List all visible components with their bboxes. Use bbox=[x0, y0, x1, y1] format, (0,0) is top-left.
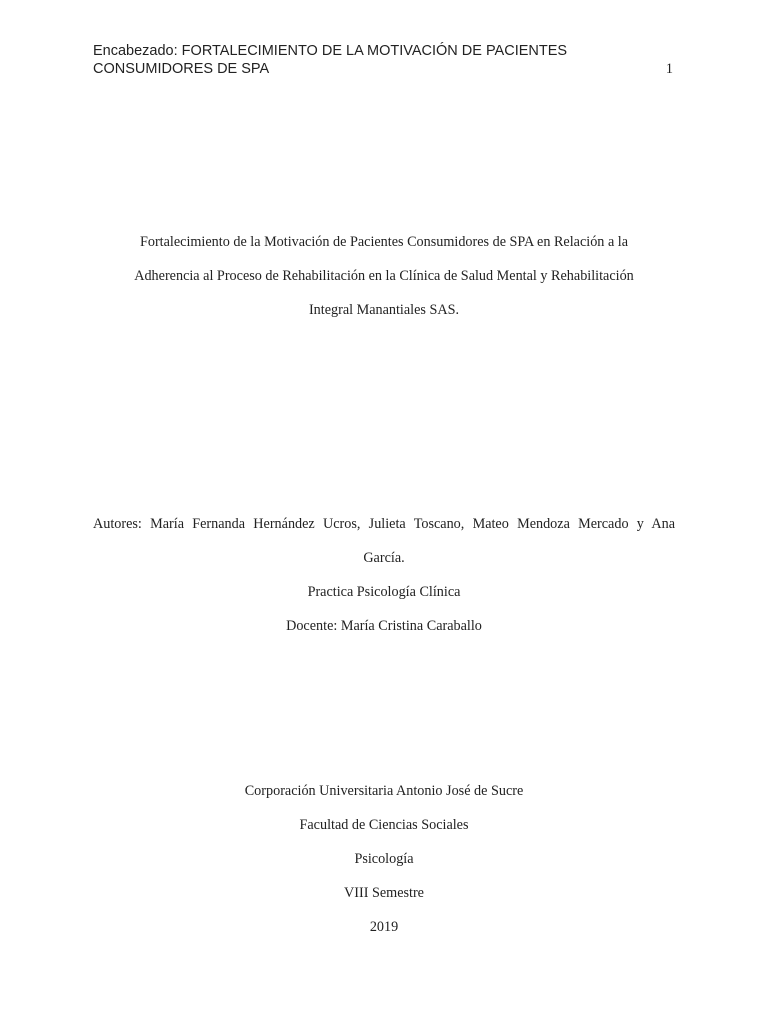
page-number: 1 bbox=[665, 61, 673, 77]
title-line-1: Fortalecimiento de la Motivación de Pacientes Consumidores de SPA en Relación a la bbox=[139, 234, 629, 250]
title-line-2: Adherencia al Proceso de Rehabilitación en la Clínica de Salud Mental y Rehabilitación bbox=[134, 268, 634, 284]
document-title bbox=[93, 232, 675, 334]
teacher-name: Docente: María Cristina Caraballo bbox=[286, 618, 482, 634]
header-line-2: CONSUMIDORES DE SPA bbox=[93, 61, 270, 77]
authors-line-1: Autores: María Fernanda Hernández Ucros, Julieta Toscano, Mateo Mendoza Mercado y Ana bbox=[93, 516, 675, 532]
running-header bbox=[93, 42, 683, 78]
header-line-1: Encabezado: FORTALECIMIENTO DE LA MOTIVACIÓN DE PACIENTES bbox=[93, 43, 568, 59]
university-name: Corporación Universitaria Antonio José de Sucre bbox=[244, 783, 524, 799]
program-name: Psicología bbox=[354, 851, 414, 867]
authors-line-2: García. bbox=[363, 550, 405, 566]
institution-section bbox=[93, 781, 675, 951]
year: 2019 bbox=[369, 919, 399, 935]
course-name: Practica Psicología Clínica bbox=[307, 584, 461, 600]
authors-section bbox=[93, 514, 675, 650]
faculty-name: Facultad de Ciencias Sociales bbox=[299, 817, 469, 833]
title-line-3: Integral Manantiales SAS. bbox=[308, 302, 460, 318]
semester: VIII Semestre bbox=[344, 885, 424, 901]
